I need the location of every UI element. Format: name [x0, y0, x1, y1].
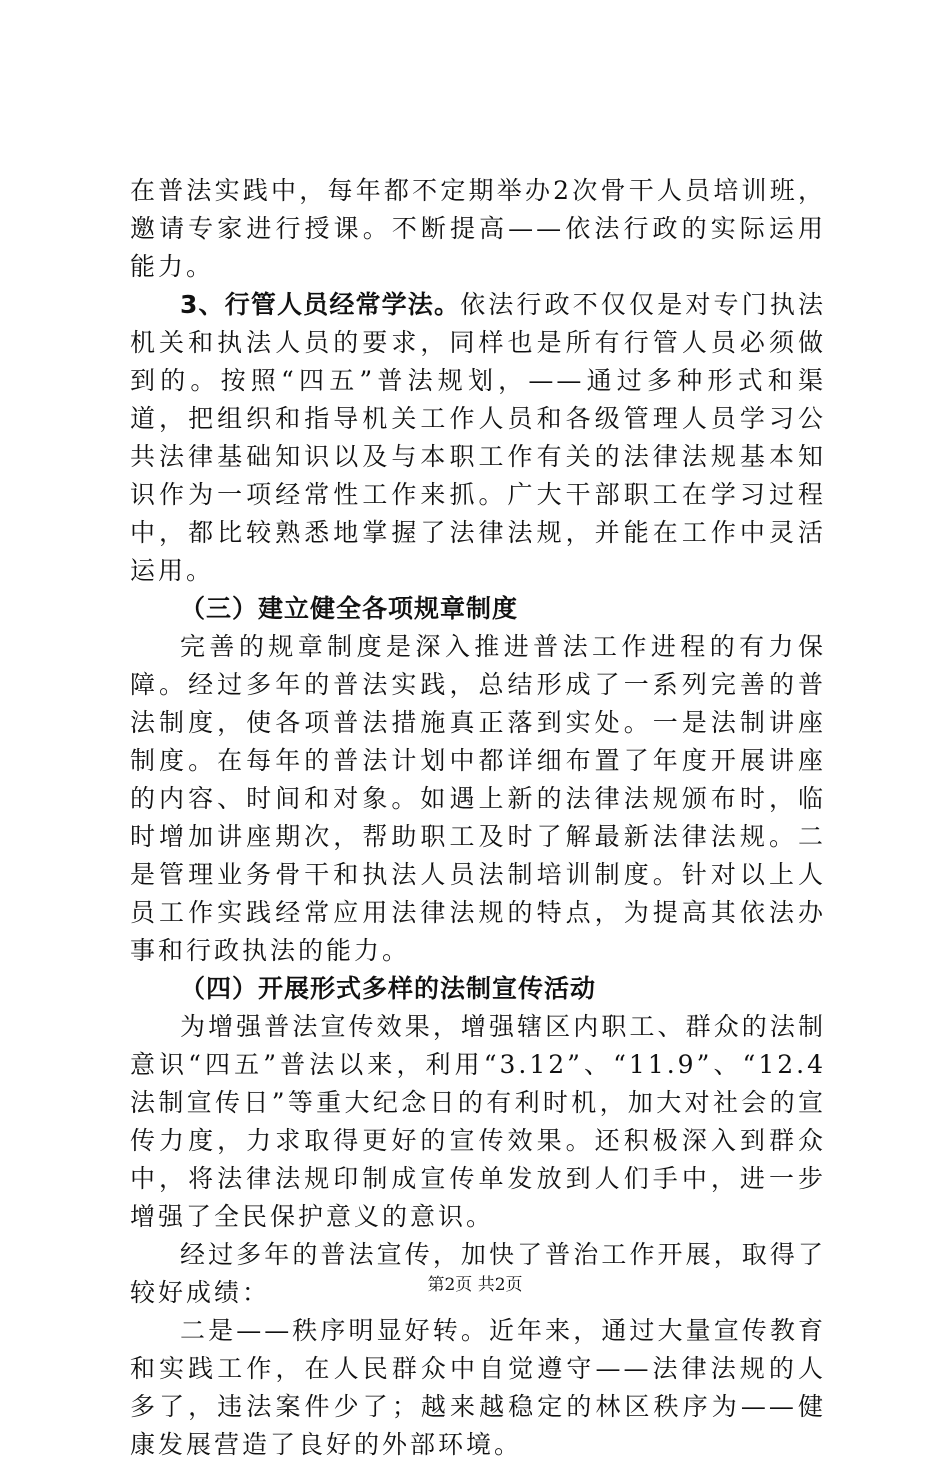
paragraph-results: 经过多年的普法宣传，加快了普治工作开展，取得了较好成绩： [130, 1240, 826, 1307]
page-number-footer: 第2页 共2页 [427, 1275, 523, 1295]
paragraph-order: 二是——秩序明显好转。近年来，通过大量宣传教育和实践工作，在人民群众中自觉遵守——法律法规的人多了，违法案件少了；越来越稳定的林区秩序为——健康发展营造了良好的外部环境。 [130, 1316, 826, 1459]
paragraph-staff-study [130, 286, 826, 590]
paragraph-training: 在普法实践中，每年都不定期举办2次骨干人员培训班，邀请专家进行授课。不断提高——依法行政的实际运用能力。 [130, 176, 826, 281]
section-heading-3: （三）建立健全各项规章制度 [180, 594, 519, 623]
paragraph-publicity: 为增强普法宣传效果，增强辖区内职工、群众的法制意识“四五”普法以来，利用“3.12”、“11.9”、“12.4法制宣传日”等重大纪念日的有利时机，加大对社会的宣传力度，力求取得更好的宣传效果。还积极深入到群众中，将法律法规印制成宣传单发放到人们手中，进一步增强了全民保护意义的意识。 [130, 1012, 826, 1231]
paragraph-rules: 完善的规章制度是深入推进普法工作进程的有力保障。经过多年的普法实践，总结形成了一系列完善的普法制度，使各项普法措施真正落到实处。一是法制讲座制度。在每年的普法计划中都详细布置了年度开展讲座的内容、时间和对象。如遇上新的法律法规颁布时，临时增加讲座期次，帮助职工及时了解最新法律法规。二是管理业务骨干和执法人员法制培训制度。针对以上人员工作实践经常应用法律法规的特点，为提高其依法办事和行政执法的能力。 [130, 632, 826, 965]
paragraph-lead: 3、行管人员经常学法。 [180, 290, 461, 319]
paragraph-text: 依法行政不仅仅是对专门执法机关和执法人员的要求，同样也是所有行管人员必须做到的。按照“四五”普法规划，——通过多种形式和渠道，把组织和指导机关工作人员和各级管理人员学习公共法律基础知识以及与本职工作有关的法律法规基本知识作为一项经常性工作来抓。广大干部职工在学习过程中，都比较熟悉地掌握了法律法规，并能在工作中灵活运用。 [130, 290, 826, 585]
section-heading-4: （四）开展形式多样的法制宣传活动 [180, 974, 597, 1003]
